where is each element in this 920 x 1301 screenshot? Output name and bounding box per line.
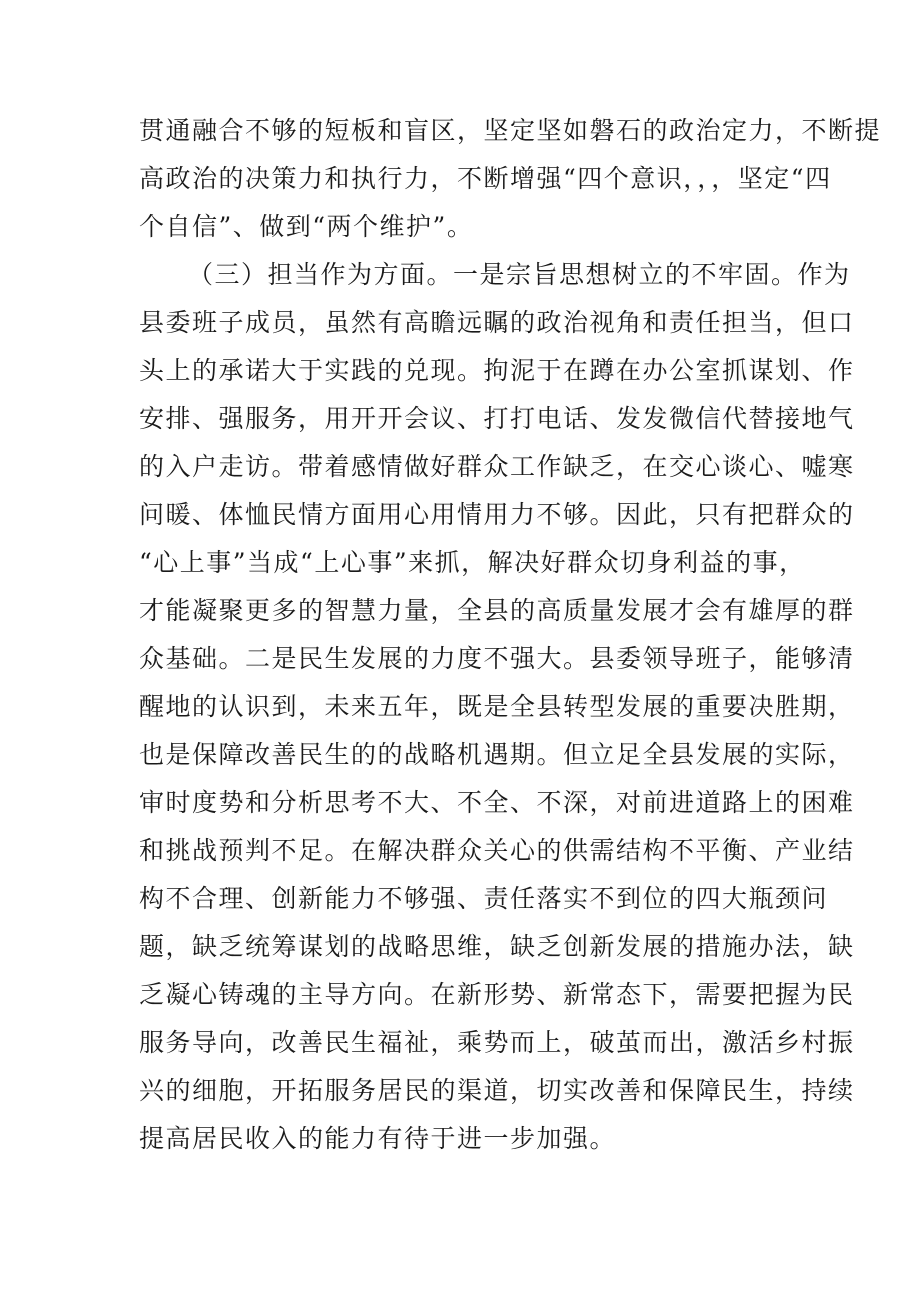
- text-line: 才能凝聚更多的智慧力量，全县的高质量发展才会有雄厚的群: [139, 596, 855, 625]
- text-line: 醒地的认识到，未来五年，既是全县转型发展的重要决胜期，: [139, 692, 855, 721]
- text-line: 县委班子成员，虽然有高瞻远瞩的政治视角和责任担当，但口: [139, 308, 855, 337]
- text-line: 和挑战预判不足。在解决群众关心的供需结构不平衡、产业结: [139, 836, 855, 865]
- text-line: 个自信”、做到“两个维护”。: [139, 212, 474, 241]
- text-line: 高政治的决策力和执行力，不断增强“四个意识，，，坚定“四: [139, 164, 832, 193]
- text-line: 题，缺乏统筹谋划的战略思维，缺乏创新发展的措施办法，缺: [139, 932, 855, 961]
- text-line: 乏凝心铸魂的主导方向。在新形势、新常态下，需要把握为民: [139, 980, 855, 1009]
- text-line: 安排、强服务，用开开会议、打打电话、发发微信代替接地气: [139, 404, 855, 433]
- text-line: 头上的承诺大于实践的兑现。拘泥于在蹲在办公室抓谋划、作: [139, 356, 855, 385]
- text-line: 服务导向，改善民生福祉，乘势而上，破茧而出，激活乡村振: [139, 1028, 855, 1057]
- text-line: 提高居民收入的能力有待于进一步加强。: [139, 1124, 617, 1153]
- text-line: 也是保障改善民生的的战略机遇期。但立足全县发展的实际，: [139, 740, 855, 769]
- text-line: 构不合理、创新能力不够强、责任落实不到位的四大瓶颈问: [139, 884, 829, 913]
- text-line: 贯通融合不够的短板和盲区，坚定坚如磐石的政治定力，不断提: [139, 116, 882, 145]
- text-line: 兴的细胞，开拓服务居民的渠道，切实改善和保障民生，持续: [139, 1076, 855, 1105]
- text-line: 的入户走访。带着感情做好群众工作缺乏，在交心谈心、嘘寒: [139, 452, 855, 481]
- text-line: 问暖、体恤民情方面用心用情用力不够。因此，只有把群众的: [139, 500, 855, 529]
- section-heading-line: （三）担当作为方面。一是宗旨思想树立的不牢固。作为: [188, 260, 851, 289]
- text-line: 审时度势和分析思考不大、不全、不深，对前进道路上的困难: [139, 788, 855, 817]
- text-line: “心上事”当成“上心事”来抓，解决好群众切身利益的事，: [139, 548, 806, 577]
- text-line: 众基础。二是民生发展的力度不强大。县委领导班子，能够清: [139, 644, 855, 673]
